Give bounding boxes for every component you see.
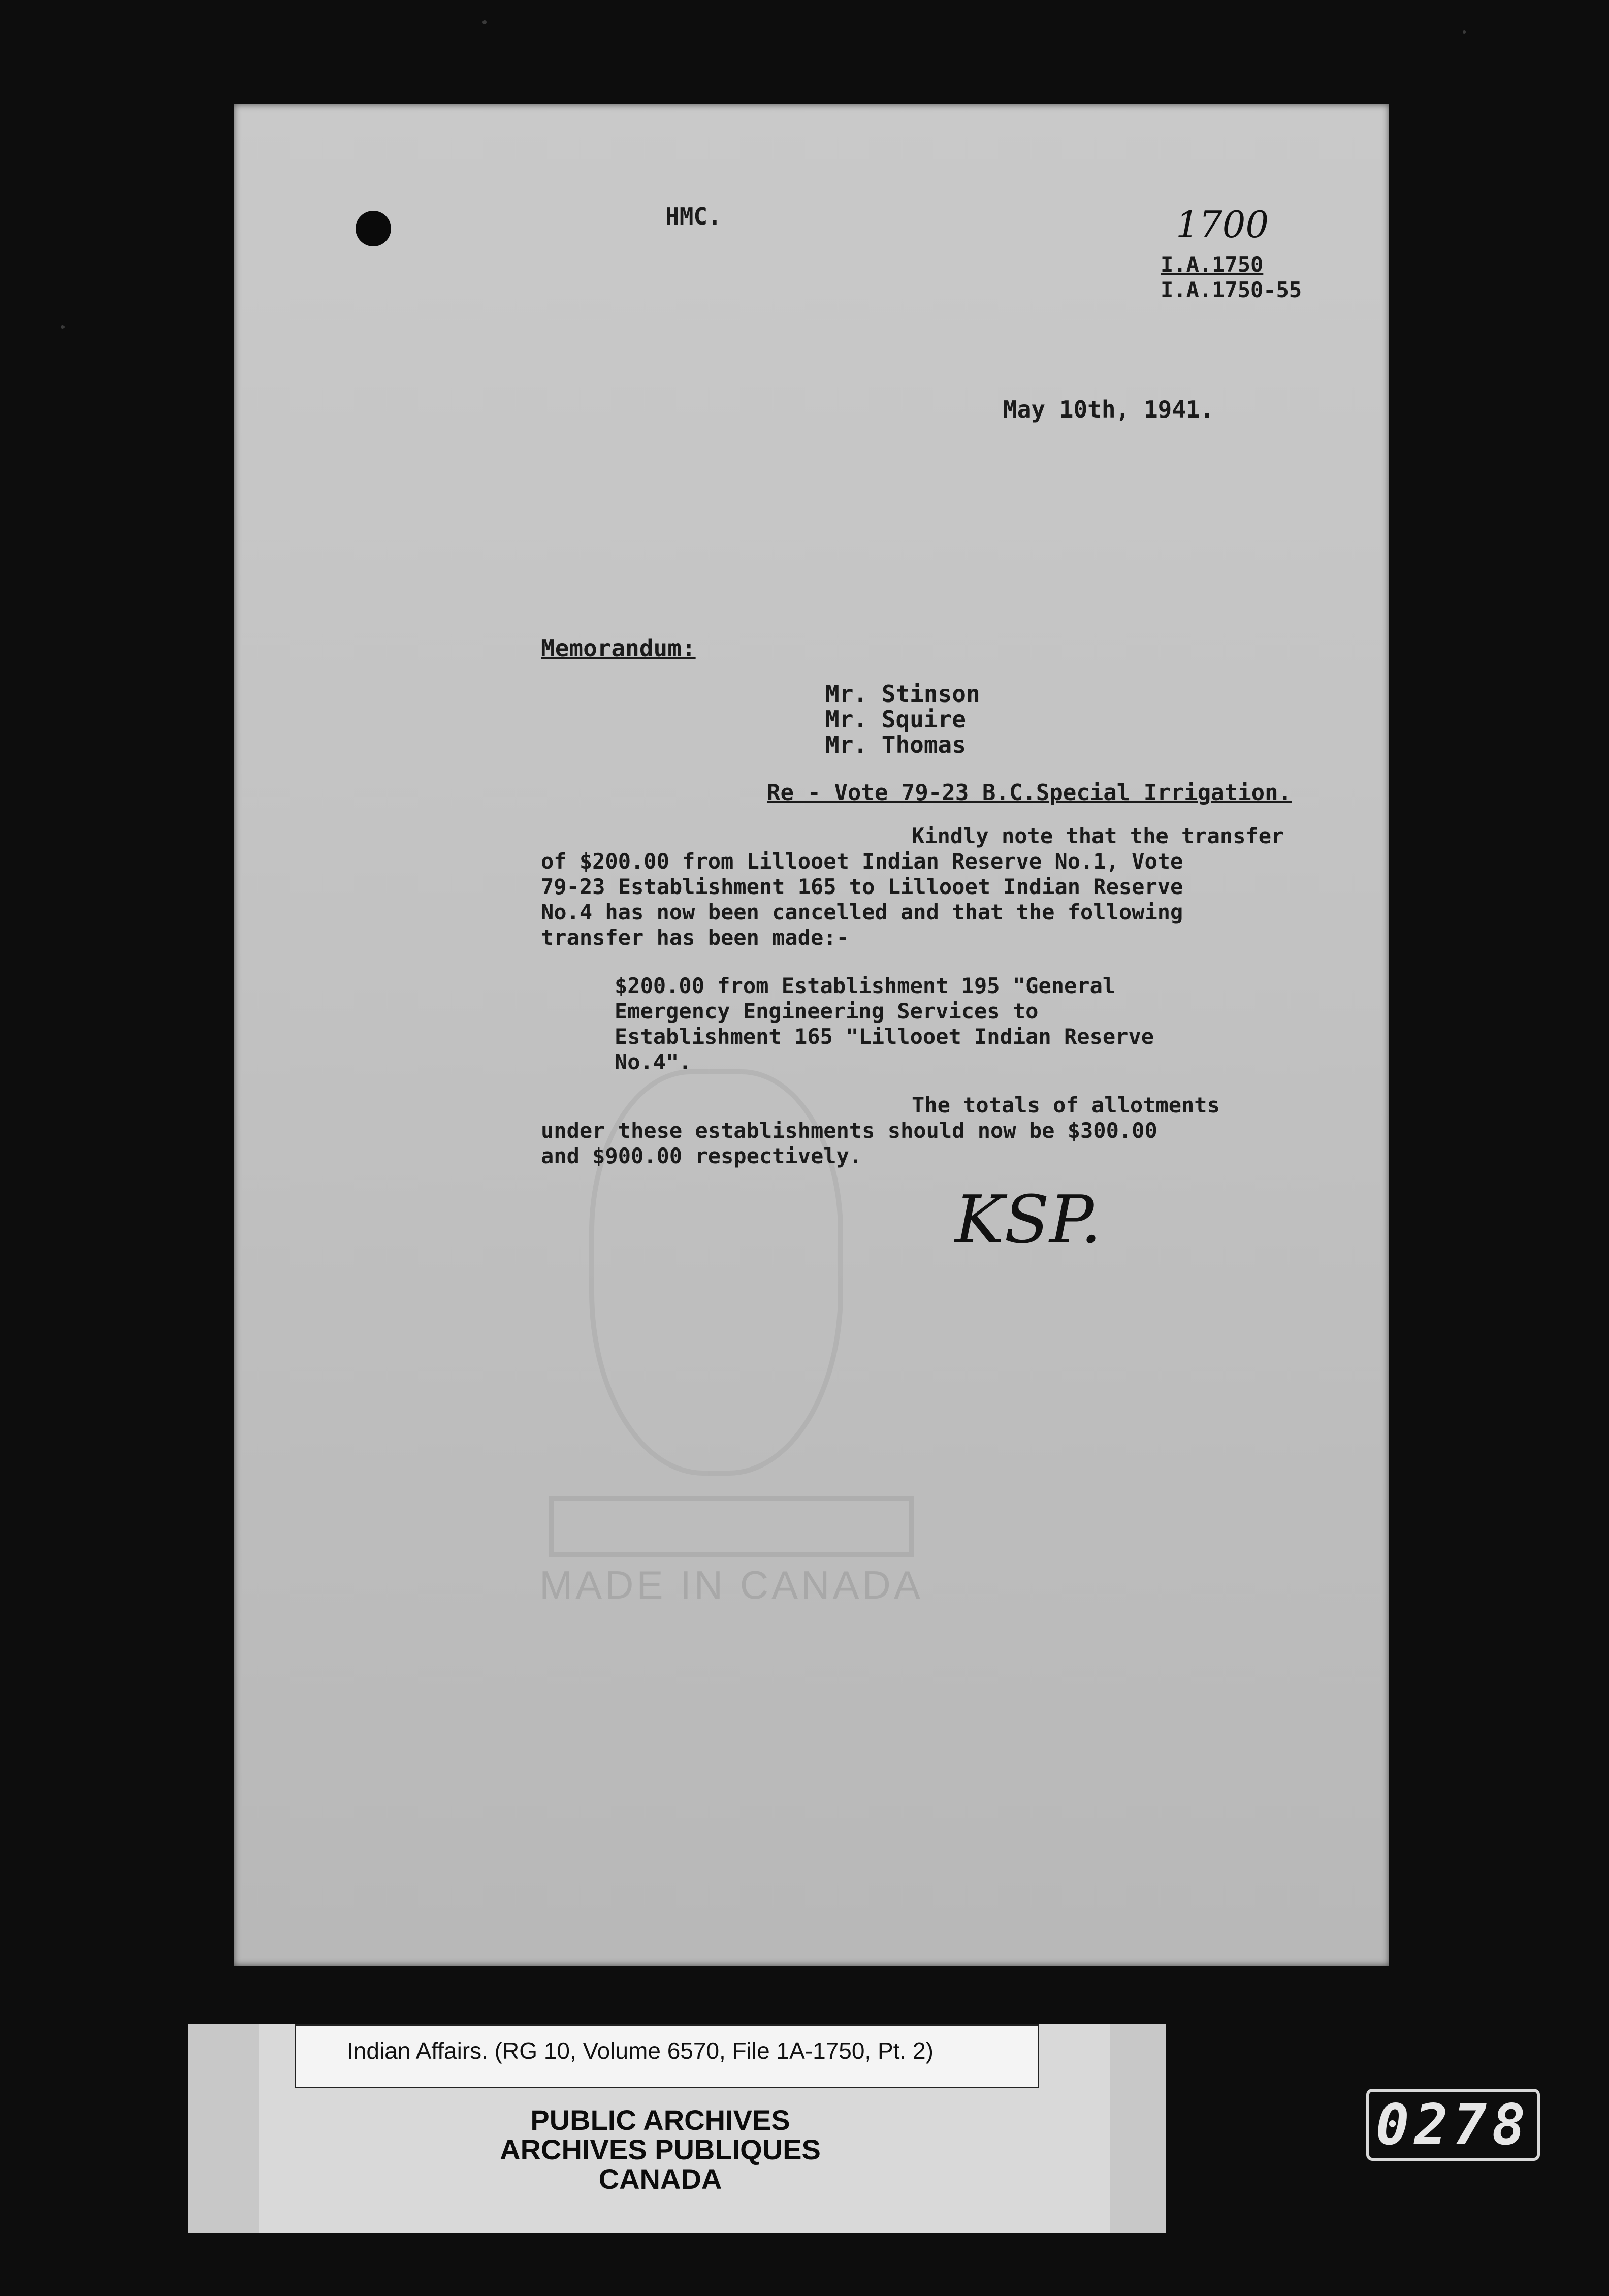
archives-line: PUBLIC ARCHIVES — [530, 2104, 790, 2136]
recipient: Mr. Squire — [825, 706, 966, 733]
film-speck — [482, 20, 487, 24]
indented-line: $200.00 from Establishment 195 "General — [615, 973, 1116, 998]
watermark-text: MADE IN CANADA — [539, 1562, 923, 1607]
paragraph-line: of $200.00 from Lillooet Indian Reserve No.1, Vote — [541, 849, 1183, 874]
file-reference-box — [295, 2024, 1039, 2088]
memo-initials: HMC. — [665, 203, 722, 230]
recipient: Mr. Stinson — [825, 680, 980, 708]
file-reference-1: I.A.1750 — [1161, 252, 1264, 277]
file-reference-2: I.A.1750-55 — [1161, 277, 1302, 302]
paragraph-line: transfer has been made:- — [541, 925, 849, 950]
paragraph-line: No.4 has now been cancelled and that the following — [541, 900, 1183, 924]
paragraph-line: The totals of allotments — [912, 1093, 1220, 1118]
archive-label — [188, 2024, 1166, 2233]
punch-hole — [356, 211, 391, 246]
signature: KSP. — [955, 1181, 1102, 1258]
film-speck — [61, 325, 65, 329]
memo-sheet — [234, 104, 1389, 1966]
watermark-bar — [549, 1496, 914, 1557]
handwritten-file-number: 1700 — [1176, 203, 1269, 246]
memo-subject: Re - Vote 79-23 B.C.Special Irrigation. — [767, 780, 1292, 806]
memo-date: May 10th, 1941. — [1003, 396, 1214, 423]
label-tab — [1110, 2024, 1166, 2233]
memo-heading: Memorandum: — [541, 634, 696, 662]
label-tab — [188, 2024, 259, 2233]
film-speck — [1463, 30, 1466, 34]
frame-number: 0278 — [1366, 2089, 1540, 2161]
recipient: Mr. Thomas — [825, 731, 966, 758]
paragraph-line: under these establishments should now be $300.00 — [541, 1118, 1157, 1143]
indented-line: Emergency Engineering Services to — [615, 999, 1039, 1024]
archive-file-reference: Indian Affairs. (RG 10, Volume 6570, File 1A-1750, Pt. 2) — [347, 2037, 934, 2064]
paragraph-line: Kindly note that the transfer — [912, 823, 1284, 848]
archives-line: ARCHIVES PUBLIQUES — [500, 2133, 821, 2165]
archives-line: CANADA — [598, 2163, 722, 2195]
indented-line: Establishment 165 "Lillooet Indian Reserve — [615, 1024, 1154, 1049]
archives-title — [356, 2106, 965, 2194]
paragraph-line: 79-23 Establishment 165 to Lillooet Indian Reserve — [541, 874, 1183, 899]
paragraph-line: and $900.00 respectively. — [541, 1143, 862, 1168]
indented-line: No.4". — [615, 1049, 692, 1074]
